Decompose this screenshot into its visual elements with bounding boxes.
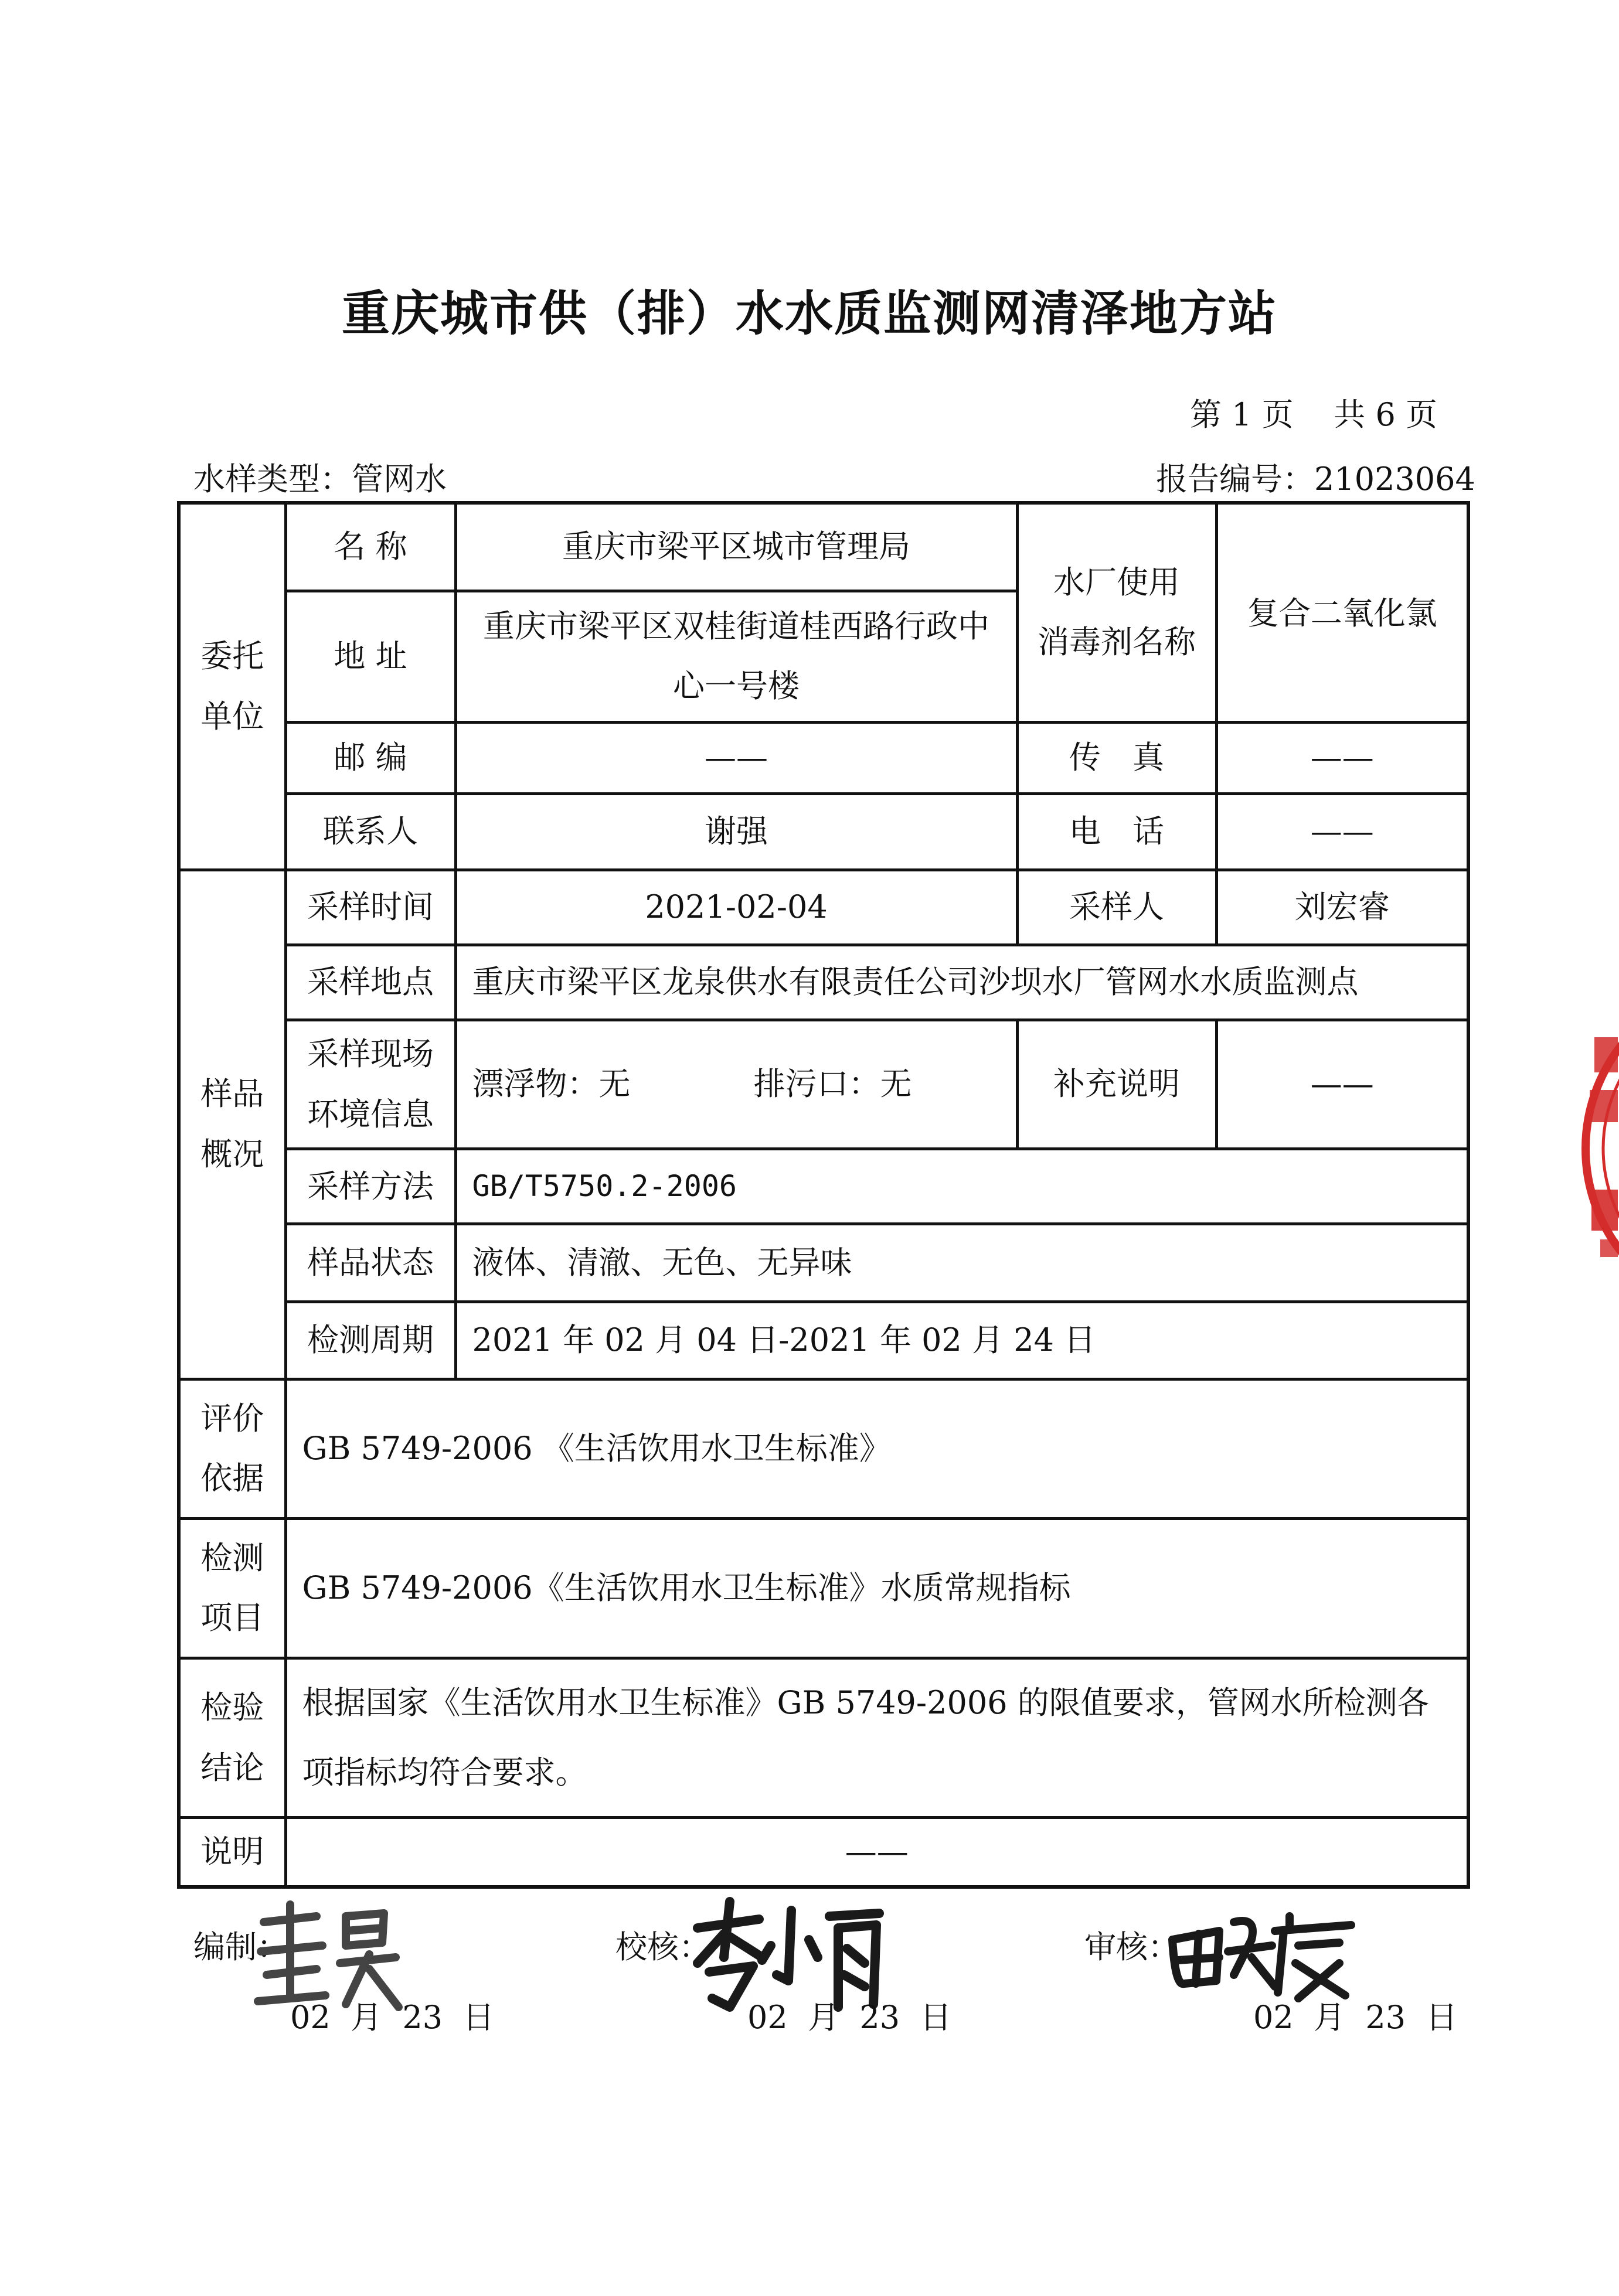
test-items-label: 检测 项目	[179, 1518, 285, 1658]
test-period-value: 2021 年 02 月 04 日-2021 年 02 月 24 日	[455, 1302, 1468, 1379]
contact-value: 谢强	[455, 793, 1017, 870]
conclusion-value: 根据国家《生活饮用水卫生标准》GB 5749-2006 的限值要求，管网水所检测各项指标均符合要求。	[285, 1658, 1468, 1818]
sampler-value: 刘宏睿	[1216, 870, 1468, 945]
approved-signature	[1164, 1905, 1363, 2004]
sampler-label: 采样人	[1017, 870, 1216, 945]
sampling-method-label: 采样方法	[285, 1149, 455, 1224]
client-section-label: 委托 单位	[179, 503, 285, 870]
contact-label: 联系人	[285, 793, 455, 870]
conclusion-label: 检验 结论	[179, 1658, 285, 1818]
sampling-method-value: GB/T5750.2-2006	[455, 1149, 1468, 1224]
sample-state-value: 液体、清澈、无色、无异味	[455, 1224, 1468, 1302]
approved-date: 02 月 23 日	[1253, 1999, 1458, 2036]
official-seal	[1577, 996, 1619, 1301]
checked-date: 02 月 23 日	[747, 1999, 952, 2036]
client-address-label: 地 址	[285, 591, 455, 722]
postcode-label: 邮 编	[285, 722, 455, 793]
sampling-location-label: 采样地点	[285, 945, 455, 1020]
supplementary-note-value: ——	[1216, 1020, 1468, 1149]
supplementary-note-label: 补充说明	[1017, 1020, 1216, 1149]
test-period-label: 检测周期	[285, 1302, 455, 1379]
client-name-label: 名 称	[285, 503, 455, 591]
test-items-value: GB 5749-2006《生活饮用水卫生标准》水质常规指标	[285, 1518, 1468, 1658]
phone-value: ——	[1216, 793, 1468, 870]
evaluation-basis-value: GB 5749-2006 《生活饮用水卫生标准》	[285, 1379, 1468, 1518]
disinfectant-value: 复合二氧化氯	[1216, 503, 1468, 722]
sample-section-label: 样品 概况	[179, 870, 285, 1379]
sampling-time-label: 采样时间	[285, 870, 455, 945]
client-name-value: 重庆市梁平区城市管理局	[455, 503, 1017, 591]
remarks-label: 说明	[179, 1818, 285, 1887]
environment-label: 采样现场 环境信息	[285, 1020, 455, 1149]
remarks-value: ——	[285, 1818, 1468, 1887]
report-table	[177, 501, 1470, 1889]
page-number: 第 1 页 共 6 页	[1190, 396, 1438, 433]
evaluation-basis-label: 评价 依据	[179, 1379, 285, 1518]
approved-by-label: 审核：	[1084, 1929, 1179, 1965]
prepared-date: 02 月 23 日	[290, 1999, 495, 2036]
fax-label: 传 真	[1017, 722, 1216, 793]
sampling-time-value: 2021-02-04	[455, 870, 1017, 945]
postcode-value: ——	[455, 722, 1017, 793]
checked-by-label: 校核：	[615, 1929, 710, 1965]
sampling-location-value: 重庆市梁平区龙泉供水有限责任公司沙坝水厂管网水水质监测点	[455, 945, 1468, 1020]
prepared-by-label: 编制：	[193, 1929, 288, 1965]
fax-value: ——	[1216, 722, 1468, 793]
sample-state-label: 样品状态	[285, 1224, 455, 1302]
report-number: 报告编号：21023064	[1156, 461, 1475, 498]
sample-type: 水样类型：管网水	[193, 461, 447, 498]
client-address-value: 重庆市梁平区双桂街道桂西路行政中 心一号楼	[455, 591, 1017, 722]
disinfectant-label: 水厂使用 消毒剂名称	[1017, 503, 1216, 722]
report-title: 重庆城市供（排）水水质监测网清泽地方站	[341, 286, 1277, 342]
phone-label: 电 话	[1017, 793, 1216, 870]
environment-value: 漂浮物：无 排污口：无	[455, 1020, 1017, 1149]
